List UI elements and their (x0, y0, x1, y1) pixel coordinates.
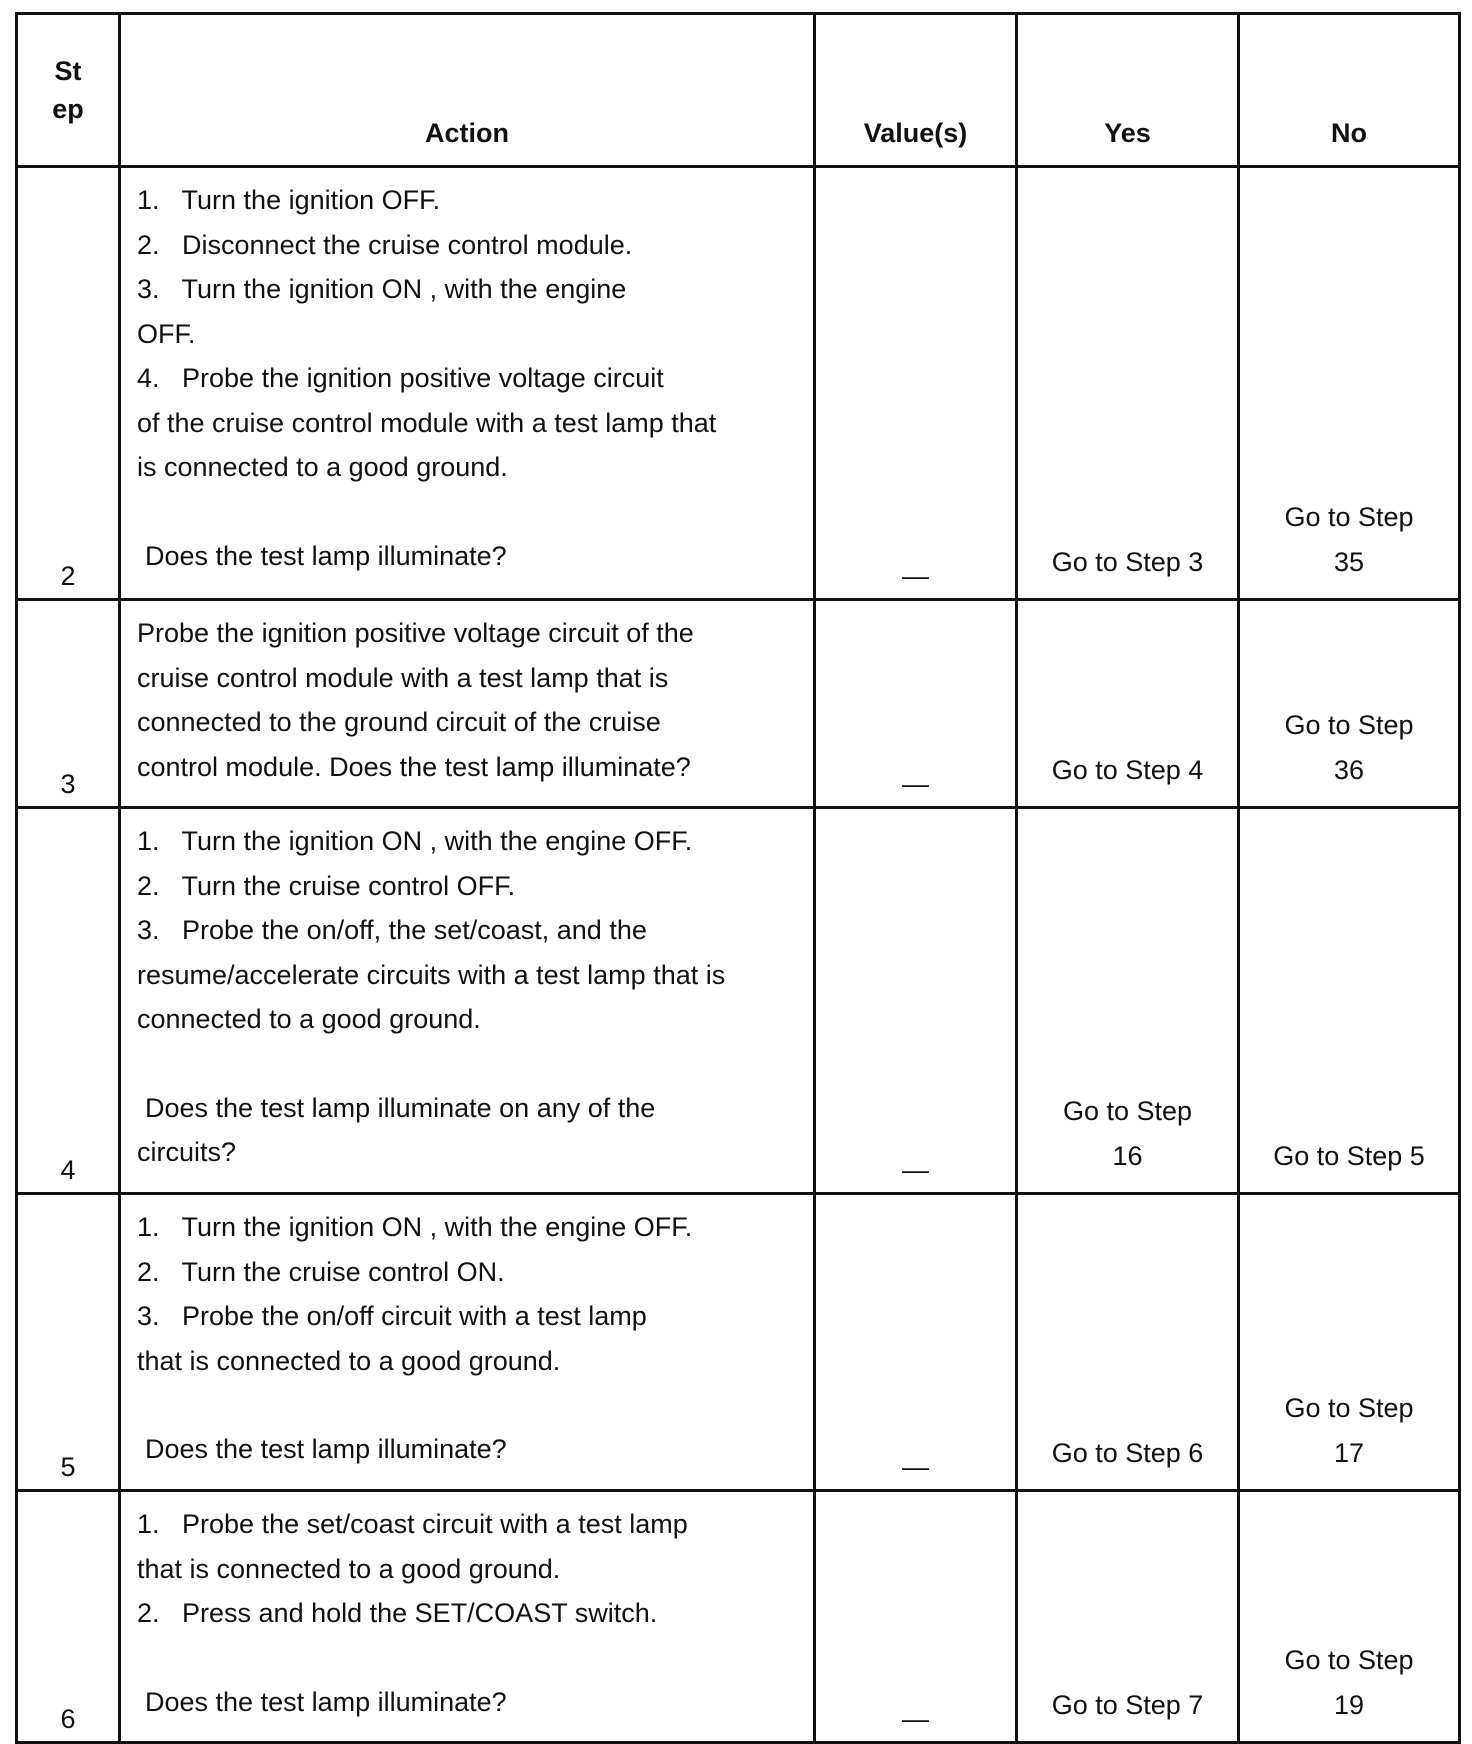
yes-line: Go to Step (1062, 1096, 1193, 1126)
table-row (17, 1491, 1460, 1743)
no-line: Go to Step (1284, 502, 1414, 532)
yes-cell: Go to Step 6 (1017, 1194, 1239, 1491)
action-line: 1. Turn the ignition ON , with the engine OFF. (137, 1212, 693, 1242)
action-question: circuits? (137, 1137, 237, 1167)
action-line: that is connected to a good ground. (137, 1345, 561, 1376)
action-line: 3. Turn the ignition ON , with the engine (137, 274, 627, 304)
action-line: 4. Probe the ignition positive voltage circuit (137, 363, 664, 393)
value-cell: — (815, 808, 1017, 1194)
header-no: No (1239, 14, 1460, 167)
table-row (17, 167, 1460, 600)
step-number: 6 (17, 1491, 120, 1743)
action-line: control module. Does the test lamp illuminate? (137, 751, 691, 782)
step-number: 5 (17, 1194, 120, 1491)
action-line: Probe the ignition positive voltage circuit of the (137, 618, 694, 648)
value-cell: — (815, 167, 1017, 600)
action-line: 3. Probe the on/off, the set/coast, and the (137, 915, 647, 945)
no-cell (1239, 1194, 1460, 1491)
no-line: 36 (1333, 754, 1365, 785)
yes-cell: Go to Step 4 (1017, 600, 1239, 808)
no-line: 19 (1333, 1689, 1365, 1720)
diagnostic-table (15, 12, 1461, 1744)
action-line: 1. Turn the ignition ON , with the engine OFF. (137, 826, 693, 856)
no-line: Go to Step (1284, 1645, 1414, 1675)
no-line: 35 (1333, 546, 1365, 577)
no-cell (1239, 1491, 1460, 1743)
value-cell: — (815, 600, 1017, 808)
action-line: 1. Turn the ignition OFF. (137, 185, 441, 215)
action-line: 2. Press and hold the SET/COAST switch. (137, 1598, 658, 1628)
header-step-line1: St (54, 56, 82, 86)
yes-cell: Go to Step 3 (1017, 167, 1239, 600)
step-number: 2 (17, 167, 120, 600)
value-cell: — (815, 1491, 1017, 1743)
no-line: 17 (1333, 1437, 1365, 1468)
step-number: 4 (17, 808, 120, 1194)
action-line: connected to the ground circuit of the cruise (137, 707, 661, 737)
action-question: Does the test lamp illuminate? (145, 1686, 507, 1717)
value-cell: — (815, 1194, 1017, 1491)
header-row (17, 14, 1460, 167)
table-row (17, 600, 1460, 808)
yes-line: 16 (1112, 1140, 1143, 1171)
action-line: 2. Turn the cruise control ON. (137, 1256, 505, 1287)
no-cell (1239, 167, 1460, 600)
action-line: connected to a good ground. (137, 1004, 481, 1034)
yes-cell: Go to Step 7 (1017, 1491, 1239, 1743)
action-question: Does the test lamp illuminate on any of the (145, 1092, 656, 1123)
no-line: Go to Step (1284, 710, 1414, 740)
header-yes: Yes (1017, 14, 1239, 167)
action-question: Does the test lamp illuminate? (145, 1434, 507, 1464)
header-values: Value(s) (815, 14, 1017, 167)
header-step (17, 14, 120, 167)
action-line: 3. Probe the on/off circuit with a test lamp (137, 1301, 647, 1331)
action-line: cruise control module with a test lamp that is (137, 662, 669, 693)
step-number: 3 (17, 600, 120, 808)
header-action: Action (120, 14, 815, 167)
action-cell (120, 1194, 815, 1491)
action-cell (120, 808, 815, 1194)
yes-cell (1017, 808, 1239, 1194)
action-question: Does the test lamp illuminate? (145, 540, 507, 571)
action-line: 2. Disconnect the cruise control module. (137, 229, 633, 260)
action-line: 2. Turn the cruise control OFF. (137, 870, 516, 901)
no-cell (1239, 600, 1460, 808)
action-line: OFF. (137, 318, 196, 349)
action-line: of the cruise control module with a test lamp that (137, 407, 717, 438)
table-row (17, 808, 1460, 1194)
action-cell (120, 600, 815, 808)
action-line: resume/accelerate circuits with a test lamp that is (137, 959, 726, 990)
action-line: 1. Probe the set/coast circuit with a test lamp (137, 1509, 688, 1539)
action-cell (120, 167, 815, 600)
action-line: is connected to a good ground. (137, 452, 508, 482)
no-cell: Go to Step 5 (1239, 808, 1460, 1194)
table-row (17, 1194, 1460, 1491)
action-cell (120, 1491, 815, 1743)
no-line: Go to Step (1284, 1393, 1414, 1423)
header-step-line2: ep (52, 94, 84, 124)
action-line: that is connected to a good ground. (137, 1553, 561, 1584)
